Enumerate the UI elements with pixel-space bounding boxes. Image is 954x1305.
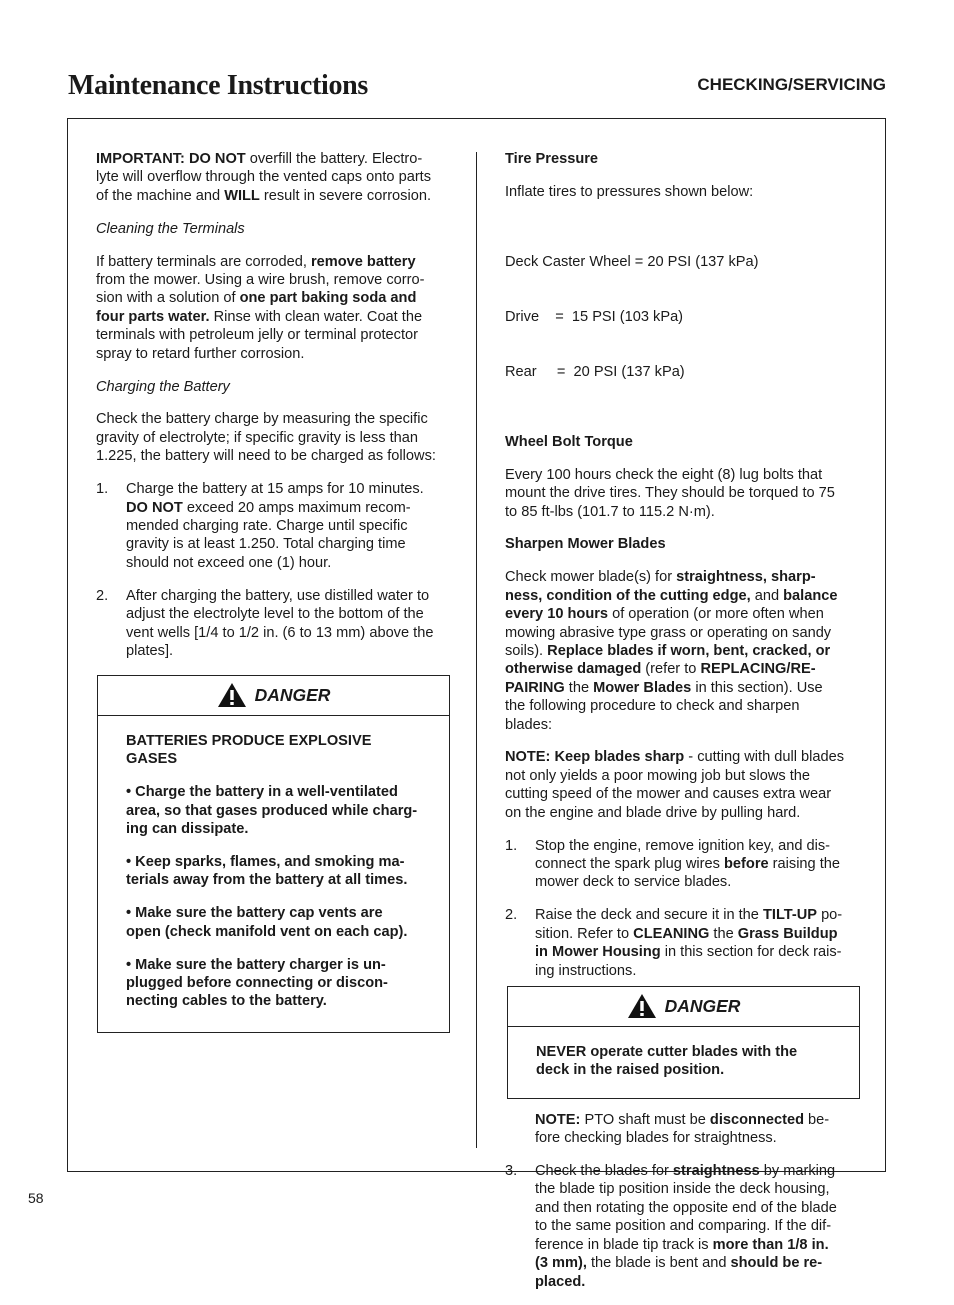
- charging-battery-text: Check the battery charge by measuring the specific gravity of electrolyte; if specific gravity is less than 1.225, the battery will need to be charged as follows:: [96, 411, 436, 465]
- warning-triangle-icon: [627, 993, 657, 1019]
- right-column: [505, 150, 858, 1305]
- wheel-bolt-heading: Wheel Bolt Torque: [505, 433, 633, 450]
- charging-step-1: 1. Charge the battery at 15 amps for 10 minutes. DO NOT exceed 20 amps maximum recom- mended charging rate. Charge until specific gravity is at least 1.250. Total charging time should not exceed one (1) hour.: [96, 481, 424, 571]
- important-note: IMPORTANT: DO NOT overfill the battery. Electro- lyte will overflow through the vented caps onto parts of the machine and WILL result in severe corrosion.: [96, 151, 432, 204]
- danger-header: DANGER: [508, 987, 859, 1027]
- danger-body: NEVER operate cutter blades with the deck in the raised position.: [536, 1043, 798, 1079]
- wheel-bolt-text: Every 100 hours check the eight (8) lug bolts that mount the drive tires. They should be torqued to 75 to 85 ft-lbs (101.7 to 115.2 N·m).: [505, 466, 835, 520]
- blade-step-2: 2. Raise the deck and secure it in the TILT-UP po- sition. Refer to CLEANING the Grass Buildup in Mower Housing in this section for deck rais- ing instructions.: [505, 907, 843, 979]
- charging-step-2: 2. After charging the battery, use distilled water to adjust the electrolyte level to the bottom of the vent wells [1/4 to 1/2 in. (6 to 13 mm) above the plates].: [96, 587, 434, 659]
- cleaning-terminals-text: If battery terminals are corroded, remove battery from the mower. Using a wire brush, remove corro- sion with a solution of one part baking soda and four parts water. Rinse with clean water. Coat the terminals with petroleum jelly or terminal protector spray to retard further corrosion.: [96, 253, 425, 362]
- page-number: 58: [28, 1190, 44, 1206]
- danger-header: DANGER: [98, 676, 449, 716]
- left-column: [96, 150, 449, 1047]
- tire-pressure-values: Deck Caster Wheel = 20 PSI (137 kPa) Drive = 15 PSI (103 kPa) Rear = 20 PSI (137 kPa): [505, 253, 759, 381]
- blade-step-1: 1. Stop the engine, remove ignition key, and dis- connect the spark plug wires before raising the mower deck to service blades.: [505, 837, 841, 891]
- pto-note: NOTE: PTO shaft must be disconnected be- fore checking blades for straightness.: [535, 1111, 830, 1147]
- column-divider: [476, 152, 477, 1148]
- section-label: CHECKING/SERVICING: [697, 75, 886, 94]
- keep-blades-sharp-note: NOTE: Keep blades sharp - cutting with dull blades not only yields a poor mowing job but slows the cutting speed of the mower and causes extra wear on the engine and blade drive by pulling hard.: [505, 749, 845, 821]
- cleaning-terminals-heading: Cleaning the Terminals: [96, 220, 245, 237]
- warning-triangle-icon: [217, 682, 247, 708]
- tire-pressure-intro: Inflate tires to pressures shown below:: [505, 183, 754, 200]
- charging-battery-heading: Charging the Battery: [96, 378, 230, 395]
- blade-danger-box: [507, 986, 860, 1099]
- tire-pressure-heading: Tire Pressure: [505, 151, 599, 167]
- blade-step-3: 3. Check the blades for straightness by marking the blade tip position inside the deck housing, and then rotating the opposite end of the blade to the same position and comparing. If the dif- ference in blade tip track is more than 1/8 in. (3 mm), the blade is bent and should be re- placed.: [505, 1163, 837, 1290]
- danger-body: BATTERIES PRODUCE EXPLOSIVE GASES • Charge the battery in a well-ventilated area, so that gases produced while charg- ing can dissipate. • Keep sparks, flames, and smoking ma- terials away from the battery at all times. • Make sure the battery cap vents are open (check manifold vent on each cap). • Make sure the battery charger is un- plugged before connecting or discon- necting cables to the battery.: [126, 732, 418, 1010]
- page-title: Maintenance Instructions: [68, 70, 369, 101]
- sharpen-blades-heading: Sharpen Mower Blades: [505, 536, 666, 553]
- battery-danger-box: [97, 675, 450, 1033]
- sharpen-blades-text: Check mower blade(s) for straightness, sharp- ness, condition of the cutting edge, and balance every 10 hours of operation (or more often when mowing abrasive type grass or operating on sandy soils). Replace blades if worn, bent, cracked, or otherwise damaged (refer to REPLACING/RE- PAIRING the Mower Blades in this section). Use the following procedure to check and sharpen blades:: [505, 569, 838, 733]
